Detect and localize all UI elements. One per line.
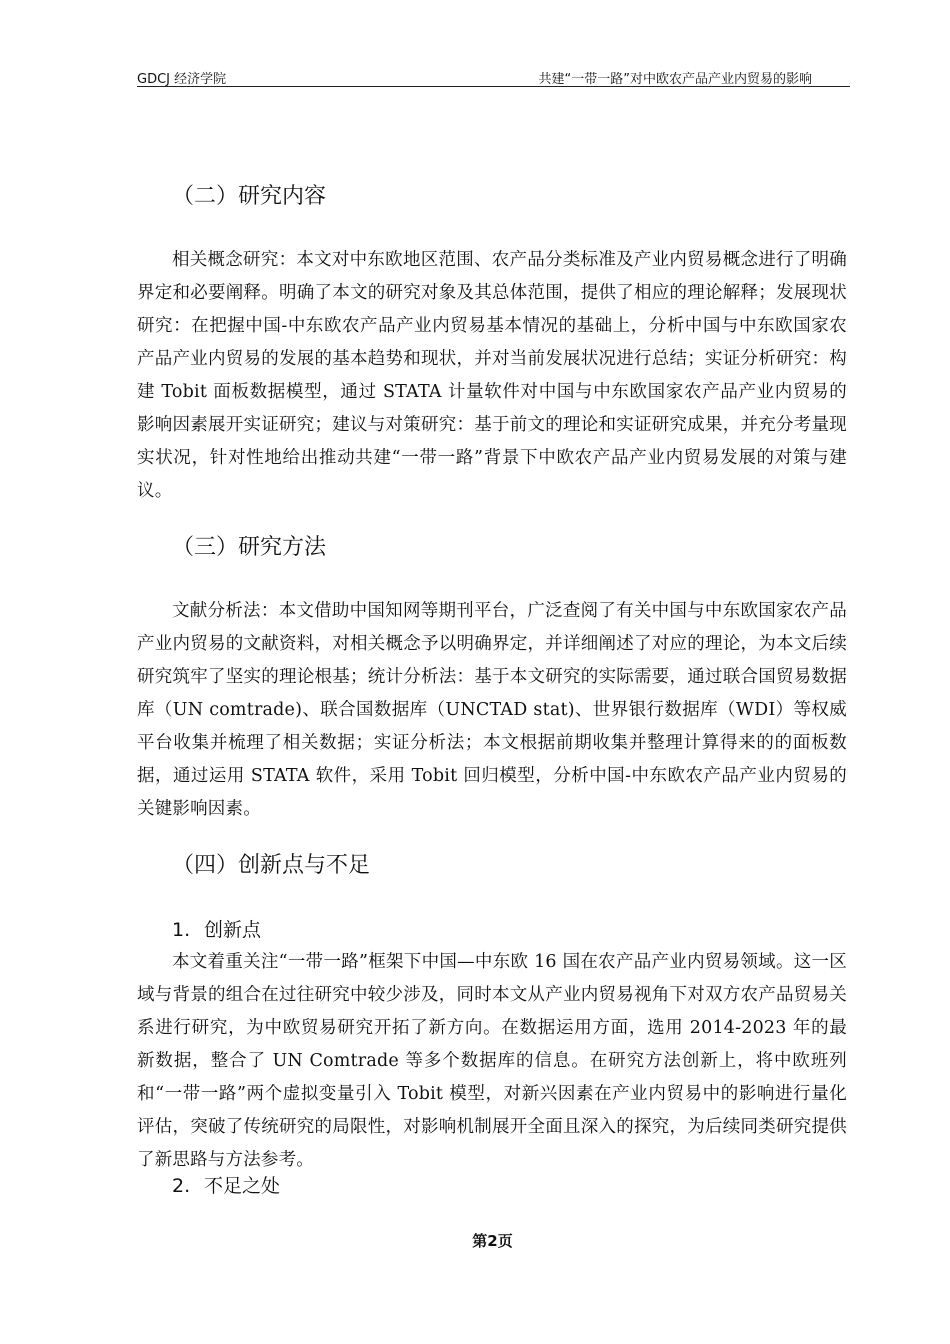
page-header: [137, 66, 850, 87]
subheading-text: 不足之处: [204, 1175, 281, 1197]
subheading-number: 2.: [172, 1175, 191, 1197]
header-title: 共建“一带一路”对中欧农产品产业内贸易的影响: [538, 72, 812, 87]
page-number: 第2页: [472, 1232, 513, 1250]
subheading-shortcomings: [172, 1172, 280, 1200]
header-school: GDCJ 经济学院: [137, 72, 227, 87]
subheading-number: 1.: [172, 919, 191, 941]
section-heading-research-methods: （三）研究方法: [172, 535, 327, 560]
subheading-innovation: [172, 916, 261, 944]
paragraph-research-methods: 文献分析法：本文借助中国知网等期刊平台，广泛查阅了有关中国与中东欧国家农产品产业内贸易的文献资料，对相关概念予以明确界定，并详细阐述了对应的理论，为本文后续研究筑牢了坚实的理论根基；统计分析法：基于本文研究的实际需要，通过联合国贸易数据库（UN comtrade)、联合国数据库（UNCTAD stat)、世界银行数据库（WDI）等权威平台收集并梳理了相关数据；实证分析法；本文根据前期收集并整理计算得来的的面板数据，通过运用 STATA 软件，采用 Tobit 回归模型，分析中国-中东欧农产品产业内贸易的关键影响因素。: [137, 601, 847, 819]
paragraph-innovation: 本文着重关注“一带一路”框架下中国—中东欧 16 国在农产品产业内贸易领域。这一区域与背景的组合在过往研究中较少涉及，同时本文从产业内贸易视角下对双方农产品贸易关系进行研究，为中欧贸易研究开拓了新方向。在数据运用方面，选用 2014-2023 年的最新数据，整合了 UN Comtrade 等多个数据库的信息。在研究方法创新上，将中欧班列和“一带一路”两个虚拟变量引入 Tobit 模型，对新兴因素在产业内贸易中的影响进行量化评估，突破了传统研究的局限性，对影响机制展开全面且深入的探究，为后续同类研究提供了新思路与方法参考。: [137, 952, 847, 1170]
subheading-text: 创新点: [204, 919, 262, 941]
section-heading-innovation-shortcomings: （四）创新点与不足: [172, 853, 371, 878]
paragraph-research-content: 相关概念研究：本文对中东欧地区范围、农产品分类标准及产业内贸易概念进行了明确界定和必要阐释。明确了本文的研究对象及其总体范围，提供了相应的理论解释；发展现状研究：在把握中国-中东欧农产品产业内贸易基本情况的基础上，分析中国与中东欧国家农产品产业内贸易的发展的基本趋势和现状，并对当前发展状况进行总结；实证分析研究：构建 Tobit 面板数据模型，通过 STATA 计量软件对中国与中东欧国家农产品产业内贸易的影响因素展开实证研究；建议与对策研究：基于前文的理论和实证研究成果，并充分考量现实状况，针对性地给出推动共建“一带一路”背景下中欧农产品产业内贸易发展的对策与建议。: [137, 250, 847, 501]
section-heading-research-content: （二）研究内容: [172, 184, 327, 209]
